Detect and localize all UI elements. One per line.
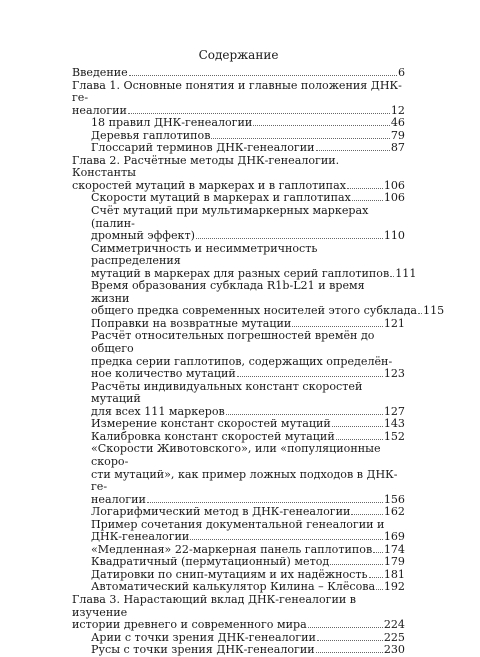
page-title: Содержание: [198, 48, 279, 62]
toc-entry-line: ное количество мутаций: [91, 367, 236, 381]
dot-leader: [336, 439, 383, 440]
dot-leader: [332, 426, 383, 427]
dot-leader: [129, 75, 397, 76]
toc-page-number: 46: [390, 116, 405, 130]
dot-leader: [418, 313, 422, 314]
dot-leader: [351, 514, 382, 515]
toc-entry[interactable]: [72, 205, 405, 243]
toc-entry-line: «Медленная» 22-маркерная панель гаплотипов: [91, 542, 373, 556]
toc-entry[interactable]: [72, 142, 405, 155]
dot-leader: [376, 589, 383, 590]
toc-entry-line: «Скорости Животовского», или «популяционные скоро-: [91, 442, 381, 468]
toc-page-number: 111: [395, 266, 417, 280]
toc-page-number: 174: [383, 542, 405, 556]
toc-entry[interactable]: [72, 381, 405, 419]
dot-leader: [211, 138, 389, 139]
toc-page-number: 230: [383, 643, 405, 657]
toc-entry-line: Глоссарий терминов ДНК-генеалогии: [91, 141, 315, 155]
toc-entry-lastline: [91, 556, 405, 569]
dot-leader: [316, 652, 383, 653]
toc-page-number: 79: [390, 128, 405, 142]
toc-entry-lastline: [91, 418, 405, 431]
toc-entry-lastline: [72, 619, 405, 632]
dot-leader: [347, 188, 383, 189]
dot-leader: [237, 376, 383, 377]
toc-entry-line: Симметричность и несимметричность распределения: [91, 241, 318, 268]
toc-page-number: 162: [383, 505, 405, 519]
toc-page-number: 106: [383, 178, 405, 192]
toc-entry[interactable]: [72, 556, 405, 569]
dot-leader: [196, 238, 383, 239]
toc-entry-line: Введение: [72, 66, 128, 79]
toc-entry-lastline: [72, 67, 405, 80]
toc-entry-line: Датировки по снип-мутациям и их надёжность: [91, 567, 368, 581]
toc-entry-line: дромный эффект): [91, 229, 195, 243]
dot-leader: [190, 539, 383, 540]
toc-entry-line: Пример сочетания документальной генеалогии и: [91, 517, 385, 531]
toc-entry-line: истории древнего и современного мира: [72, 618, 307, 632]
toc-entry-line: Глава 3. Нарастающий вклад ДНК-генеалогии в изучение: [72, 592, 357, 619]
toc-entry-line: Расчёты индивидуальных констант скоростей мутаций: [91, 379, 363, 406]
toc-entry-line: Счёт мутаций при мультимаркерных маркерах (палин-: [91, 204, 369, 230]
dot-leader: [292, 326, 382, 327]
toc-page-number: 152: [383, 429, 405, 443]
toc-page-number: 115: [423, 304, 445, 318]
toc-entry-line: Логарифмический метод в ДНК-генеалогии: [91, 505, 351, 519]
toc-entry-line: Арии с точки зрения ДНК-генеалогии: [91, 630, 316, 644]
toc-entry[interactable]: [72, 80, 405, 118]
dot-leader: [330, 564, 383, 565]
dot-leader: [390, 276, 394, 277]
toc-entry-line: ДНК-генеалогии: [91, 530, 190, 544]
toc-entry[interactable]: [72, 330, 405, 380]
dot-leader: [369, 577, 383, 578]
toc-page-number: 87: [390, 141, 405, 155]
document-page: [72, 48, 445, 657]
toc-page-number: 106: [383, 191, 405, 205]
toc-page-number: 179: [383, 555, 405, 569]
toc-entry-line: сти мутаций», как пример ложных подходов в ДНК-ге-: [91, 467, 398, 494]
toc-page-number: 6: [397, 66, 405, 79]
toc-entry-line: неалогии: [72, 103, 127, 117]
dot-leader: [373, 552, 383, 553]
dot-leader: [317, 640, 383, 641]
toc-entry-lastline: [91, 230, 405, 243]
toc-entry[interactable]: [72, 279, 445, 318]
dot-leader: [316, 150, 390, 151]
toc-page-number: 127: [383, 404, 405, 418]
toc-entry-line: Расчёт относительных погрешностей времён до общего: [91, 329, 375, 356]
dot-leader: [226, 414, 383, 415]
toc-entry-lastline: [91, 117, 405, 130]
toc-page-number: 121: [383, 316, 405, 330]
dot-leader: [308, 627, 383, 628]
toc-entry-line: Русы с точки зрения ДНК-генеалогии: [91, 643, 315, 657]
toc-entry-lastline: [91, 506, 405, 519]
toc-entry[interactable]: [72, 519, 405, 544]
toc-entry-line: общего предка современных носителей этого субклада: [91, 304, 418, 318]
toc-entry-line: для всех 111 маркеров: [91, 404, 225, 418]
toc-entry-line: Калибровка констант скоростей мутаций: [91, 429, 335, 443]
toc-page-number: 225: [383, 630, 405, 644]
toc-entry[interactable]: [72, 418, 405, 431]
toc-entry[interactable]: [72, 506, 405, 519]
toc-entry-line: Автоматический калькулятор Килина – Клёсова: [91, 580, 376, 594]
toc-page-number: 224: [383, 618, 405, 632]
toc-entry-line: Деревья гаплотипов: [91, 128, 211, 142]
toc-entry-line: неалогии: [91, 492, 146, 506]
toc-entry-lastline: [91, 142, 405, 155]
toc-entry-line: Поправки на возвратные мутации: [91, 316, 292, 330]
toc-entry[interactable]: [72, 241, 417, 281]
toc-entry-line: Измерение констант скоростей мутаций: [91, 417, 331, 431]
table-of-contents: [72, 66, 445, 657]
toc-page-number: 123: [383, 367, 405, 381]
toc-entry-line: предка серии гаплотипов, содержащих определён-: [91, 354, 393, 368]
dot-leader: [128, 113, 390, 114]
toc-page-number: 12: [390, 103, 405, 117]
dot-leader: [352, 200, 383, 201]
toc-entry-line: 18 правил ДНК-генеалогии: [91, 116, 253, 130]
toc-entry-line: Время образования субклада R1b-L21 и время жизни: [91, 279, 365, 305]
toc-page-number: 156: [383, 492, 405, 506]
toc-entry[interactable]: [72, 117, 405, 130]
toc-entry[interactable]: [72, 155, 405, 193]
dot-leader: [253, 125, 390, 126]
toc-entry-lastline: [91, 644, 405, 657]
toc-page-number: 143: [383, 417, 405, 431]
toc-entry[interactable]: [72, 443, 405, 506]
toc-entry-lastline: [91, 531, 405, 544]
toc-entry[interactable]: [72, 644, 405, 657]
toc-entry-line: Глава 1. Основные понятия и главные положения ДНК-ге-: [72, 78, 402, 105]
dot-leader: [147, 502, 383, 503]
toc-page-number: 169: [383, 530, 405, 544]
toc-entry[interactable]: [72, 594, 405, 632]
toc-entry[interactable]: [72, 67, 405, 80]
toc-page-number: 192: [383, 580, 405, 594]
toc-page-number: 110: [383, 229, 405, 243]
toc-entry-line: Глава 2. Расчётные методы ДНК-генеалогии. Константы: [72, 153, 340, 180]
toc-entry-line: Квадратичный (пермутационный) метод: [91, 555, 330, 569]
toc-entry-line: мутаций в маркерах для разных серий гаплотипов: [91, 266, 390, 280]
toc-entry-line: скоростей мутаций в маркерах и в гаплотипах: [72, 178, 346, 192]
toc-page-number: 181: [383, 567, 405, 581]
toc-entry-lastline: [91, 368, 405, 381]
toc-entry-line: Скорости мутаций в маркерах и гаплотипах: [91, 191, 351, 205]
